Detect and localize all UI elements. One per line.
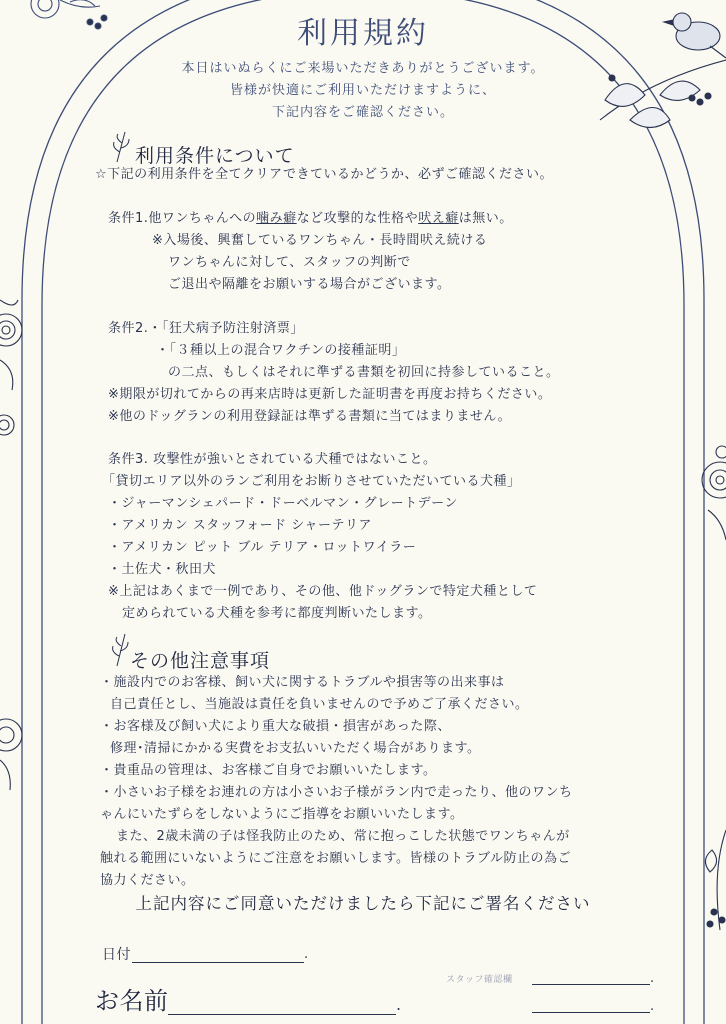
notes-line: ・お客様及び飼い犬により重大な破損・損害があった際、: [100, 719, 451, 734]
page-title: 利用規約: [297, 16, 429, 51]
section-heading-terms: 利用条件について: [135, 145, 295, 167]
breed-list-item: ・アメリカン スタッフォード シャーテリア: [108, 518, 372, 533]
notes-line: ・貴重品の管理は、お客様ご自身でお願いいたします。: [100, 763, 437, 778]
notes-line: ・施設内でのお客様、飼い犬に関するトラブルや損害等の出来事は: [100, 675, 505, 690]
date-label: 日付: [102, 947, 131, 963]
notes-line: ゃんにいたずらをしないようにご指導をお願いいたします。: [100, 807, 464, 822]
berry-rightbottom-ornament: [705, 830, 726, 930]
breed-list-item: ・土佐犬・秋田犬: [108, 562, 217, 577]
condition-1-note: ご退出や隔離をお願いする場合がございます。: [168, 277, 451, 292]
terms-intro: ☆下記の利用条件を全てクリアできているかどうか、必ずご確認ください。: [95, 167, 554, 182]
section-heading-notes: その他注意事項: [130, 650, 271, 672]
notes-line: また、2歳未満の子は怪我防止のため、常に抱っこした状態でワンちゃんが: [116, 829, 570, 844]
staff-check-field[interactable]: [532, 984, 650, 985]
notes-line: 触れる範囲にいないようにご注意をお願いします。皆様のトラブル防止の為ご: [100, 851, 571, 866]
heading-sprig-icon: [114, 132, 129, 162]
date-field[interactable]: [132, 962, 304, 963]
greeting-line: 皆様が快適にご利用いただけますように、: [229, 83, 496, 98]
name-label: お名前: [95, 987, 169, 1015]
name-field[interactable]: [168, 1014, 396, 1015]
condition-3-note: 定められている犬種を参考に都度判断いたします。: [122, 606, 432, 621]
condition-2-note: ※期限が切れてからの再来店時は更新した証明書を再度お持ちください。: [108, 387, 552, 402]
rose-left-ornament: [0, 300, 22, 435]
notes-line: 修理･清掃にかかる実費をお支払いいただく場合があります。: [110, 741, 481, 756]
breed-list-item: ・アメリカン ピット ブル テリア・ロットワイラー: [108, 540, 417, 555]
consent-instruction: 上記内容にご同意いただけましたら下記にご署名ください: [135, 894, 591, 913]
staff-check-field-end: .: [650, 971, 655, 986]
condition-1-note: ※入場後、興奮しているワンちゃん・長時間吠え続ける: [152, 233, 488, 248]
notes-line: ・小さいお子様をお連れの方は小さいお子様がラン内で走ったり、他のワンち: [100, 785, 573, 800]
condition-3: 条件3. 攻撃性が強いとされている犬種ではないこと。: [108, 452, 437, 467]
condition-2-note: ※他のドッグランの利用登録証は準ずる書類に当てはまりません。: [108, 409, 512, 424]
notes-line: 協力ください。: [100, 873, 195, 888]
date-field-end: .: [304, 947, 309, 962]
rose-leftbottom-ornament: [0, 719, 22, 790]
staff-check-label: スタッフ確認欄: [446, 975, 513, 985]
heading-sprig-icon: [113, 634, 128, 666]
condition-2-line: ・「３種以上の混合ワクチンの接種証明」: [156, 343, 406, 358]
condition-2-line: の二点、もしくはそれに準ずる書類を初回に持参していること。: [168, 365, 560, 380]
condition-2: 条件2.・「狂犬病予防注射済票」: [108, 321, 304, 336]
staff-signature-field[interactable]: [532, 1012, 650, 1013]
greeting-line: 本日はいぬらくにご来場いただきありがとうございます。: [181, 61, 545, 76]
condition-3-note: ※上記はあくまで一例であり、その他、他ドッグランで特定犬種として: [108, 584, 538, 599]
condition-3-line: 「貸切エリア以外のランご利用をお断りさせていただいている犬種」: [102, 474, 521, 489]
rose-right-ornament: [702, 446, 726, 540]
condition-1: 条件1.他ワンちゃんへの噛み癖など攻撃的な性格や吠え癖は無い。: [108, 211, 513, 226]
greeting-line: 下記内容をご確認ください。: [271, 105, 454, 120]
staff-signature-field-end: .: [650, 999, 655, 1014]
notes-line: 自己責任とし、当施設は責任を負いませんので予めご了承ください。: [110, 697, 529, 712]
name-field-end: .: [396, 995, 402, 1014]
condition-1-note: ワンちゃんに対して、スタッフの判断で: [168, 255, 411, 270]
breed-list-item: ・ジャーマンシェパード・ドーベルマン・グレートデーン: [108, 496, 458, 511]
